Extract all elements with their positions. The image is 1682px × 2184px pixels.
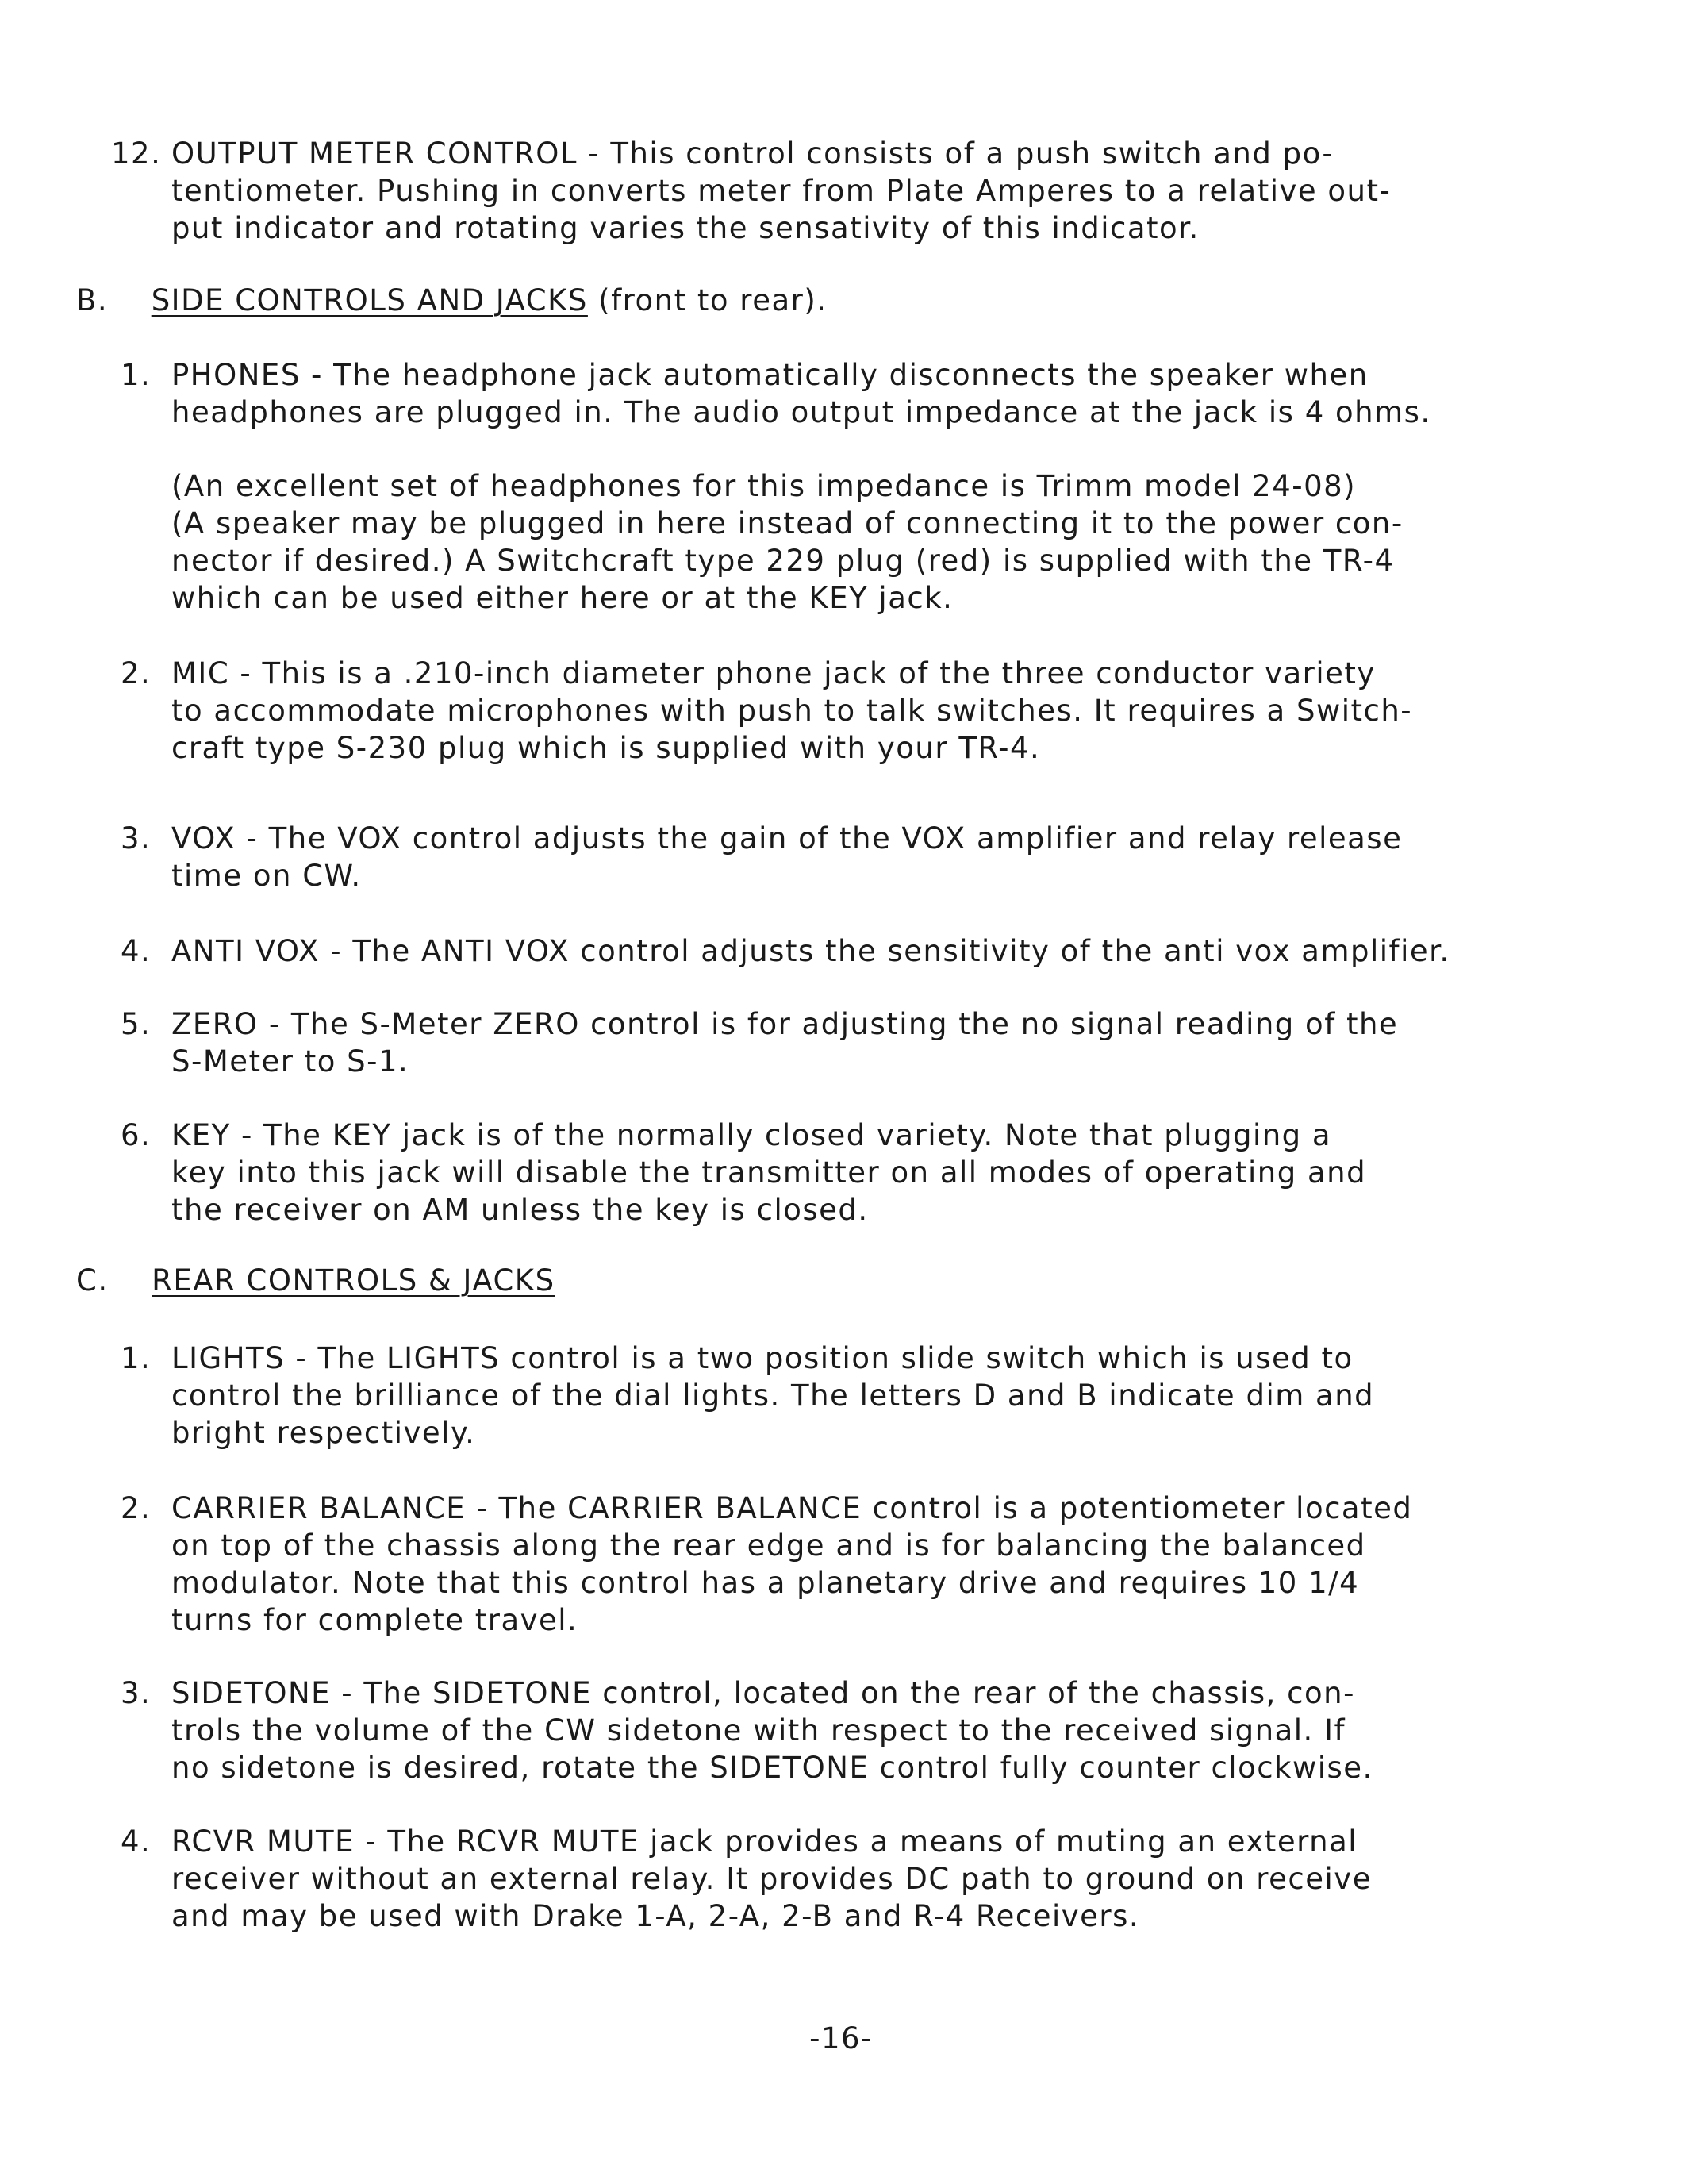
item-output-meter-control bbox=[111, 135, 1391, 247]
item-text-line: S-Meter to S-1. bbox=[171, 1044, 409, 1079]
section-letter: C. bbox=[76, 1263, 109, 1298]
item-text-line: key into this jack will disable the transmitter on all modes of operating and bbox=[171, 1155, 1367, 1190]
item-zero bbox=[121, 1005, 1398, 1080]
item-text-line: ZERO - The S-Meter ZERO control is for adjusting the no signal reading of the bbox=[171, 1007, 1399, 1041]
item-rcvr-mute bbox=[121, 1823, 1372, 1935]
item-text-line: control the brilliance of the dial lights. The letters D and B indicate dim and bbox=[171, 1378, 1375, 1413]
item-text-line: receiver without an external relay. It provides DC path to ground on receive bbox=[171, 1862, 1372, 1896]
item-text-line: tentiometer. Pushing in converts meter from Plate Amperes to a relative out- bbox=[171, 174, 1392, 208]
item-text-line: no sidetone is desired, rotate the SIDETONE control fully counter clockwise. bbox=[171, 1751, 1373, 1785]
item-number: 1. bbox=[121, 1341, 152, 1375]
item-number: 2. bbox=[121, 656, 152, 690]
item-number: 4. bbox=[121, 934, 152, 968]
section-title-suffix: (front to rear). bbox=[587, 283, 828, 317]
item-phones-note bbox=[171, 467, 1404, 617]
note-text-line: which can be used either here or at the KEY jack. bbox=[171, 581, 954, 615]
item-text-line: KEY - The KEY jack is of the normally closed variety. Note that plugging a bbox=[171, 1118, 1332, 1152]
item-key bbox=[121, 1117, 1366, 1228]
item-text-line: time on CW. bbox=[171, 859, 362, 893]
item-text-line: PHONES - The headphone jack automatically disconnects the speaker when bbox=[171, 358, 1369, 392]
item-number: 4. bbox=[121, 1824, 152, 1859]
item-lights bbox=[121, 1340, 1374, 1452]
item-phones bbox=[121, 356, 1431, 431]
item-number: 2. bbox=[121, 1491, 152, 1525]
section-b-heading bbox=[76, 282, 828, 319]
item-text-line: turns for complete travel. bbox=[171, 1603, 578, 1637]
item-text-line: the receiver on AM unless the key is closed. bbox=[171, 1193, 869, 1227]
section-c-heading bbox=[76, 1262, 555, 1299]
note-text-line: nector if desired.) A Switchcraft type 229 plug (red) is supplied with the TR-4 bbox=[171, 544, 1395, 578]
note-text-line: (An excellent set of headphones for this impedance is Trimm model 24-08) bbox=[171, 469, 1357, 503]
page-number: -16- bbox=[809, 2021, 873, 2055]
item-carrier-balance bbox=[121, 1490, 1412, 1639]
item-sidetone bbox=[121, 1675, 1373, 1786]
item-text-line: SIDETONE - The SIDETONE control, located on the rear of the chassis, con- bbox=[171, 1676, 1355, 1710]
item-number: 6. bbox=[121, 1118, 152, 1152]
item-text-line: CARRIER BALANCE - The CARRIER BALANCE control is a potentiometer located bbox=[171, 1491, 1413, 1525]
item-text-line: RCVR MUTE - The RCVR MUTE jack provides a means of muting an external bbox=[171, 1824, 1358, 1859]
note-text-line: (A speaker may be plugged in here instead of connecting it to the power con- bbox=[171, 506, 1404, 540]
item-text-line: trols the volume of the CW sidetone with respect to the received signal. If bbox=[171, 1713, 1346, 1748]
item-text-line: craft type S-230 plug which is supplied with your TR-4. bbox=[171, 731, 1041, 765]
item-number: 12. bbox=[111, 136, 162, 171]
item-text-line: modulator. Note that this control has a planetary drive and requires 10 1/4 bbox=[171, 1566, 1360, 1600]
item-vox bbox=[121, 820, 1402, 894]
item-text-line: VOX - The VOX control adjusts the gain of the VOX amplifier and relay release bbox=[171, 821, 1403, 856]
item-text-line: MIC - This is a .210-inch diameter phone jack of the three conductor variety bbox=[171, 656, 1376, 690]
item-mic bbox=[121, 655, 1412, 767]
section-title: REAR CONTROLS & JACKS bbox=[152, 1263, 555, 1298]
item-text-line: and may be used with Drake 1-A, 2-A, 2-B and R-4 Receivers. bbox=[171, 1899, 1140, 1933]
item-number: 3. bbox=[121, 821, 152, 856]
item-text-line: OUTPUT METER CONTROL - This control consists of a push switch and po- bbox=[171, 136, 1334, 171]
item-text-line: to accommodate microphones with push to talk switches. It requires a Switch- bbox=[171, 694, 1413, 728]
item-text-line: headphones are plugged in. The audio output impedance at the jack is 4 ohms. bbox=[171, 395, 1431, 429]
item-number: 1. bbox=[121, 358, 152, 392]
item-anti-vox bbox=[121, 932, 1450, 970]
item-text-line: put indicator and rotating varies the sensativity of this indicator. bbox=[171, 211, 1200, 245]
item-text-line: on top of the chassis along the rear edge and is for balancing the balanced bbox=[171, 1528, 1366, 1563]
section-letter: B. bbox=[76, 283, 109, 317]
item-number: 5. bbox=[121, 1007, 152, 1041]
item-text-line: bright respectively. bbox=[171, 1416, 476, 1450]
item-text-line: LIGHTS - The LIGHTS control is a two position slide switch which is used to bbox=[171, 1341, 1354, 1375]
section-title: SIDE CONTROLS AND JACKS bbox=[151, 283, 588, 317]
item-text-line: ANTI VOX - The ANTI VOX control adjusts the sensitivity of the anti vox amplifier. bbox=[171, 934, 1450, 968]
item-number: 3. bbox=[121, 1676, 152, 1710]
